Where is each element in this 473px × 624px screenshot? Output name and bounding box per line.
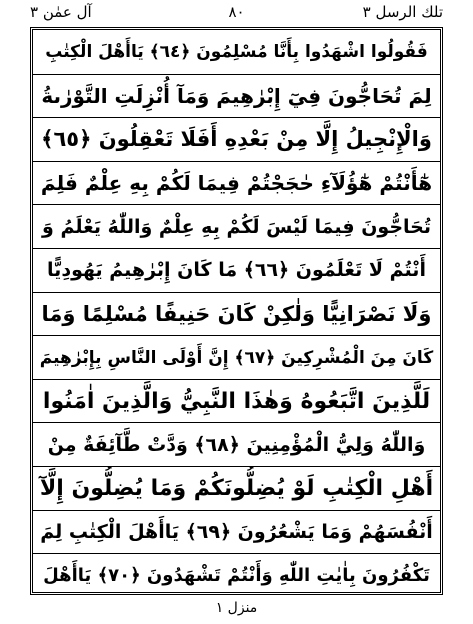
verse-line: وَاللّٰهُ وَلِيُّ الْمُؤْمِنِينَ ﴿٦٨﴾ وَدَّتْ طَّآئِفَةٌ مِنْ xyxy=(33,422,440,466)
verse-line: هٰٓأَنْتُمْ هٰٓؤُلَآءِ حٰجَجْتُمْ فِيمَا لَكُمْ بِهِ عِلْمٌ فَلِمَ xyxy=(33,161,440,205)
page-header xyxy=(30,0,443,26)
verse-line: أَنْفُسَهُمْ وَمَا يَشْعُرُونَ ﴿٦٩﴾ يَاأَهْلَ الْكِتٰبِ لِمَ xyxy=(33,510,440,554)
verse-line: أَهْلِ الْكِتٰبِ لَوْ يُضِلُّونَكُمْ وَمَا يُضِلُّونَ إِلَّآ xyxy=(33,466,440,510)
verse-line: لَلَّذِينَ اتَّبَعُوهُ وَهٰذَا النَّبِيُّ وَالَّذِينَ اٰمَنُوا xyxy=(33,379,440,423)
verse-line: كَانَ مِنَ الْمُشْرِكِينَ ﴿٦٧﴾ إِنَّ أَوْلَى النَّاسِ بِإِبْرٰهِيمَ xyxy=(33,335,440,379)
verse-line: وَلَا نَصْرَانِيًّا وَلٰكِنْ كَانَ حَنِيفًا مُسْلِمًا وَمَا xyxy=(33,292,440,336)
verse-line: وَالْإِنْجِيلُ إِلَّا مِنْ بَعْدِهِ أَفَلَا تَعْقِلُونَ ﴿٦٥﴾ xyxy=(33,117,440,161)
page-number: ٨٠ xyxy=(228,3,245,21)
juz-name: تلك الرسل ٣ xyxy=(362,3,443,21)
manzil-label: منزل ١ xyxy=(215,600,258,616)
verse-line: تُحَاجُّونَ فِيمَا لَيْسَ لَكُمْ بِهِ عِلْمٌ وَاللّٰهُ يَعْلَمُ وَ xyxy=(33,204,440,248)
text-frame xyxy=(30,27,443,595)
verse-line: أَنْتُمْ لَا تَعْلَمُونَ ﴿٦٦﴾ مَا كَانَ إِبْرٰهِيمُ يَهُودِيًّا xyxy=(33,248,440,292)
verse-line: تَكْفُرُونَ بِاٰيٰتِ اللّٰهِ وَأَنْتُمْ تَشْهَدُونَ ﴿٧٠﴾ يَاأَهْلَ xyxy=(33,553,440,597)
verse-line: لِمَ تُحَاجُّونَ فِيٓ إِبْرٰهِيمَ وَمَآ أُنْزِلَتِ التَّوْرٰىةُ xyxy=(33,74,440,118)
verse-line: فَقُولُوا اشْهَدُوا بِأَنَّا مُسْلِمُونَ ﴿٦٤﴾ يَاأَهْلَ الْكِتٰبِ xyxy=(45,42,428,63)
surah-name: آل عمٰن ٣ xyxy=(30,3,92,21)
